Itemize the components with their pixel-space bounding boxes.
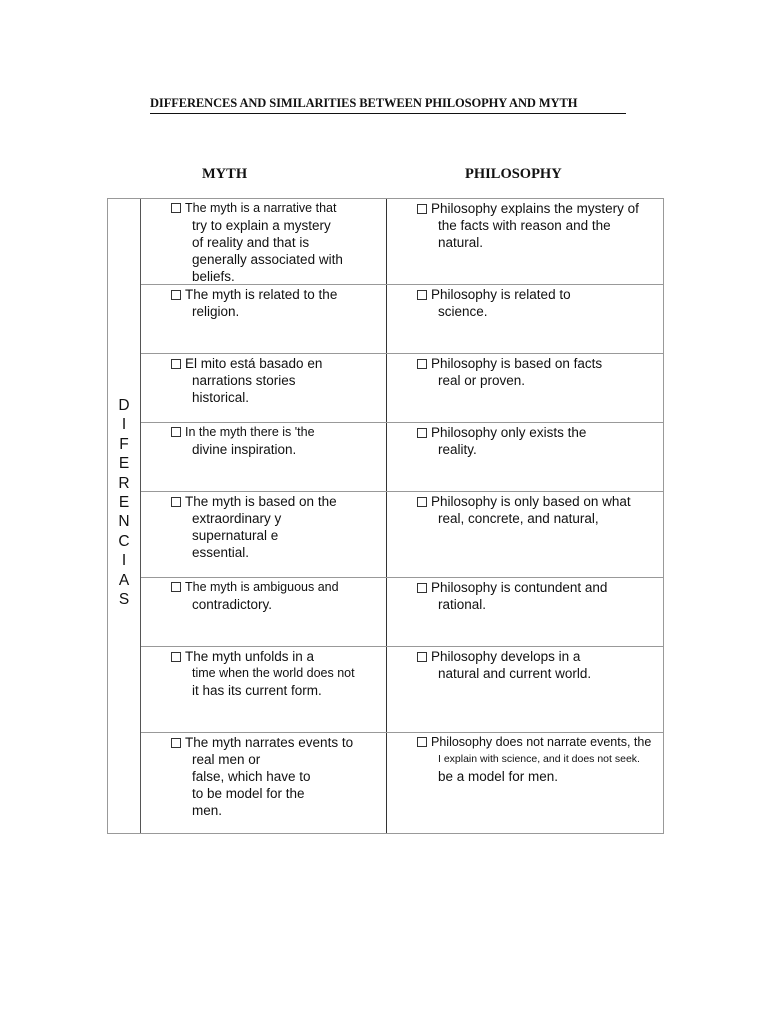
myth-text-line: The myth unfolds in a (185, 649, 315, 664)
myth-text-line: supernatural e (192, 528, 279, 543)
bullet-icon (417, 204, 427, 214)
myth-text-line: to be model for the (192, 786, 305, 801)
table-row (141, 647, 664, 733)
myth-text-line: religion. (192, 304, 240, 319)
comparison-table (107, 198, 664, 834)
philosophy-text-line: Philosophy develops in a (431, 649, 581, 664)
philosophy-cell (417, 354, 673, 389)
table-row (141, 733, 664, 834)
myth-text-line: contradictory. (192, 597, 273, 612)
philosophy-cell (417, 647, 673, 682)
myth-text-line: of reality and that is (192, 235, 310, 250)
myth-text-line: El mito está basado en (185, 356, 323, 371)
philosophy-text-line: Philosophy is contundent and (431, 580, 608, 595)
table-row (141, 285, 664, 354)
bullet-icon (417, 290, 427, 300)
table-row (141, 578, 664, 647)
bullet-icon (417, 737, 427, 747)
myth-text-line: generally associated with (192, 252, 343, 267)
philosophy-text-line: the facts with reason and the (438, 218, 611, 233)
myth-cell (171, 578, 383, 613)
myth-text-line: divine inspiration. (192, 442, 297, 457)
myth-text-line: historical. (192, 390, 250, 405)
myth-cell (171, 733, 383, 819)
myth-text-line: The myth is a narrative that (185, 201, 337, 215)
myth-cell (171, 647, 383, 699)
side-label-diferencias (108, 199, 141, 833)
side-label-letter: E (118, 494, 130, 512)
philosophy-text-line: Philosophy is only based on what (431, 494, 631, 509)
myth-text-line: The myth is ambiguous and (185, 580, 339, 594)
bullet-icon (417, 652, 427, 662)
philosophy-cell (417, 285, 673, 320)
philosophy-text-line: Philosophy is related to (431, 287, 571, 302)
myth-text-line: In the myth there is 'the (185, 425, 315, 439)
bullet-icon (171, 427, 181, 437)
bullet-icon (171, 652, 181, 662)
myth-text-line: it has its current form. (192, 683, 322, 698)
philosophy-cell (417, 423, 673, 458)
myth-text-line: beliefs. (192, 269, 235, 284)
bullet-icon (171, 582, 181, 592)
philosophy-text-line: natural. (438, 235, 484, 250)
myth-text-line: The myth narrates events to (185, 735, 354, 750)
side-label-letter: C (118, 532, 130, 550)
bullet-icon (171, 290, 181, 300)
myth-text-line: narrations stories (192, 373, 296, 388)
bullet-icon (417, 359, 427, 369)
side-label-letter: R (118, 474, 130, 492)
side-label-letter: A (118, 571, 130, 589)
philosophy-cell (417, 578, 673, 613)
philosophy-cell (417, 733, 673, 785)
myth-cell (171, 285, 383, 320)
philosophy-text-line: reality. (438, 442, 477, 457)
philosophy-text-line: Philosophy does not narrate events, the (431, 735, 652, 749)
bullet-icon (171, 497, 181, 507)
side-label-letter: F (119, 435, 129, 453)
myth-text-line: false, which have to (192, 769, 311, 784)
bullet-icon (417, 497, 427, 507)
side-label-letter: D (118, 397, 130, 414)
myth-text-line: extraordinary y (192, 511, 282, 526)
philosophy-text-line: Philosophy is based on facts (431, 356, 603, 371)
philosophy-cell (417, 492, 673, 527)
side-label-letter: S (118, 591, 130, 609)
side-label-letter: E (118, 455, 130, 473)
document-title: DIFFERENCES AND SIMILARITIES BETWEEN PHILOSOPHY AND MYTH (150, 95, 626, 114)
table-row (141, 423, 664, 492)
philosophy-text-line: rational. (438, 597, 487, 612)
myth-text-line: The myth is related to the (185, 287, 338, 302)
column-header-philosophy: PHILOSOPHY (465, 166, 562, 182)
bullet-icon (171, 359, 181, 369)
side-label-letter: I (121, 416, 127, 434)
bullet-icon (417, 428, 427, 438)
side-label-letter: N (118, 513, 130, 531)
table-row (141, 354, 664, 423)
side-label-letter: I (121, 552, 127, 570)
table-row (141, 492, 664, 578)
philosophy-text-line: I explain with science, and it does not seek. (438, 753, 640, 765)
bullet-icon (171, 203, 181, 213)
philosophy-text-line: Philosophy only exists the (431, 425, 587, 440)
myth-cell (171, 423, 383, 458)
table-row (141, 199, 664, 285)
myth-cell (171, 492, 383, 561)
bullet-icon (417, 583, 427, 593)
myth-text-line: try to explain a mystery (192, 218, 331, 233)
myth-text-line: essential. (192, 545, 250, 560)
myth-cell (171, 199, 383, 285)
column-header-myth: MYTH (202, 166, 248, 182)
philosophy-cell (417, 199, 673, 251)
myth-text-line: The myth is based on the (185, 494, 337, 509)
myth-text-line: real men or (192, 752, 261, 767)
philosophy-text-line: Philosophy explains the mystery of (431, 201, 639, 216)
philosophy-text-line: be a model for men. (438, 769, 559, 784)
myth-cell (171, 354, 383, 406)
philosophy-text-line: science. (438, 304, 488, 319)
philosophy-text-line: real, concrete, and natural, (438, 511, 599, 526)
myth-text-line: men. (192, 803, 223, 818)
bullet-icon (171, 738, 181, 748)
philosophy-text-line: real or proven. (438, 373, 526, 388)
myth-text-line: time when the world does not (192, 666, 355, 680)
philosophy-text-line: natural and current world. (438, 666, 592, 681)
